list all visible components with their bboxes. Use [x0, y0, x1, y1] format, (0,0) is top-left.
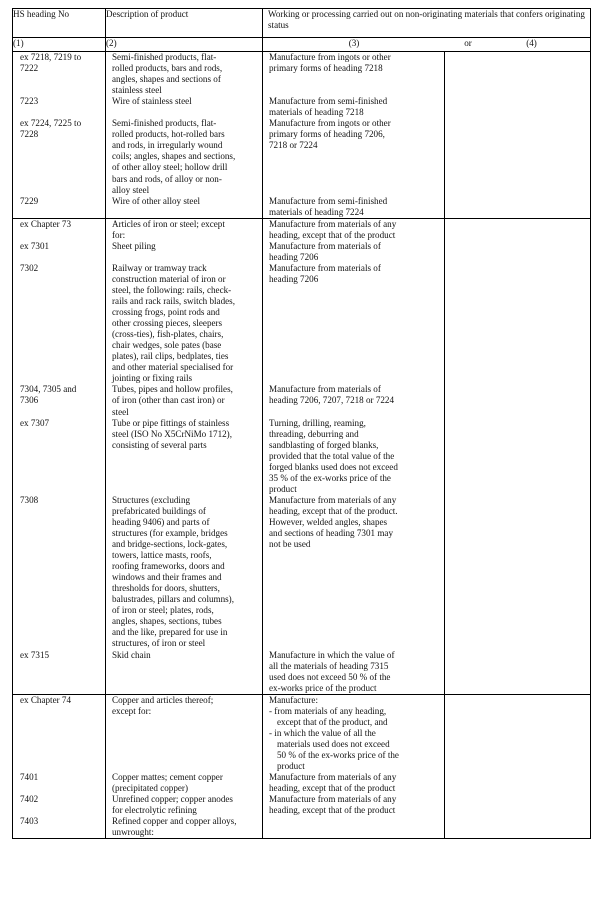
table-section-row	[13, 52, 591, 219]
table-body	[13, 52, 591, 839]
cell-description-of-product: Articles of iron or steel; except for: Sheet piling Railway or tramway track construction material of iron or steel, the following: rails, check- rails and rack rails, switch blades, crossing frogs, point rods and other crossing pieces, sleepers (cross-ties), fish-plates, chairs, chair wedges, sole pates (base plates), rail clips, bedplates, ties and other material specialised for jointing or fixing rails Tubes, pipes and hollow profiles, of iron (other than cast iron) or steel Tube or pipe fittings of stainless steel (ISO No X5CrNiMo 1712), consisting of several parts Structures (excluding prefabricated buildings of heading 9406) and parts of structures (for example, bridges and bridge-sections, lock-gates, towers, lattice masts, roofs, roofing frameworks, doors and windows and their frames and thresholds for doors, shutters, balustrades, pillars and columns), of iron or steel; plates, rods, angles, shapes, sections, tubes and the like, prepared for use in structures, of iron or steel Skid chain	[106, 218, 263, 694]
table-header	[13, 9, 591, 52]
cell-working-or-processing: Manufacture from materials of any heading, except that of the product Manufacture from materials of heading 7206 Manufacture from materials of heading 7206 Manufacture from materials of heading 7206, 7207, 7218 or 7224 Turning, drilling, reaming, threading, deburring and sandblasting of forged blanks, provided that the total value of the forged blanks used does not exceed 35 % of the ex-works price of the product Manufacture from materials of any heading, except that of the product. However, welded angles, shapes and sections of heading 7301 may not be used Manufacture in which the value of all the materials of heading 7315 used does not exceed 50 % of the ex-works price of the product	[263, 218, 445, 694]
header-numbers-3-4	[263, 38, 591, 52]
cell-alternative-rule	[445, 218, 591, 694]
header-row-numbers	[13, 38, 591, 52]
header-number-3: (3)	[348, 38, 360, 48]
cell-working-or-processing: Manufacture: - from materials of any heading, except that of the product, and - in which the value of all the materials used does not exceed 50 % of the ex-works price of the product Manufacture from materials of any heading, except that of the product Manufacture from materials of any heading, except that of the product	[263, 694, 445, 839]
cell-alternative-rule	[445, 694, 591, 839]
header-number-4: (4)	[526, 38, 537, 48]
table-section-row	[13, 218, 591, 694]
cell-hs-heading-no: ex 7218, 7219 to 7222 7223 ex 7224, 7225 to 7228 7229	[13, 52, 106, 219]
header-number-1: (1)	[13, 38, 106, 52]
header-row-titles	[13, 9, 591, 38]
cell-hs-heading-no: ex Chapter 73 ex 7301 7302 7304, 7305 and 7306 ex 7307 7308 ex 7315	[13, 218, 106, 694]
header-hs-heading-no: HS heading No	[13, 9, 106, 38]
cell-alternative-rule	[445, 52, 591, 219]
header-description-of-product: Description of product	[106, 9, 263, 38]
header-working-or-processing: Working or processing carried out on non-originating materials that confers originating status	[263, 9, 591, 38]
cell-description-of-product: Semi-finished products, flat- rolled products, bars and rods, angles, shapes and sections of stainless steel Wire of stainless steel Semi-finished products, flat- rolled products, hot-rolled bars and rods, in irregularly wound coils; angles, shapes and sections, of other alloy steel; hollow drill bars and rods, of alloy or non- alloy steel Wire of other alloy steel	[106, 52, 263, 219]
table-section-row	[13, 694, 591, 839]
cell-working-or-processing: Manufacture from ingots or other primary forms of heading 7218 Manufacture from semi-finished materials of heading 7218 Manufacture from ingots or other primary forms of heading 7206, 7218 or 7224 Manufacture from semi-finished materials of heading 7224	[263, 52, 445, 219]
header-number-2: (2)	[106, 38, 263, 52]
cell-description-of-product: Copper and articles thereof; except for: Copper mattes; cement copper (precipitated copper) Unrefined copper; copper anodes for electrolytic refining Refined copper and copper alloys, unwrought:	[106, 694, 263, 839]
rules-of-origin-table	[12, 8, 591, 839]
header-or-label: or	[464, 38, 472, 48]
cell-hs-heading-no: ex Chapter 74 7401 7402 7403	[13, 694, 106, 839]
